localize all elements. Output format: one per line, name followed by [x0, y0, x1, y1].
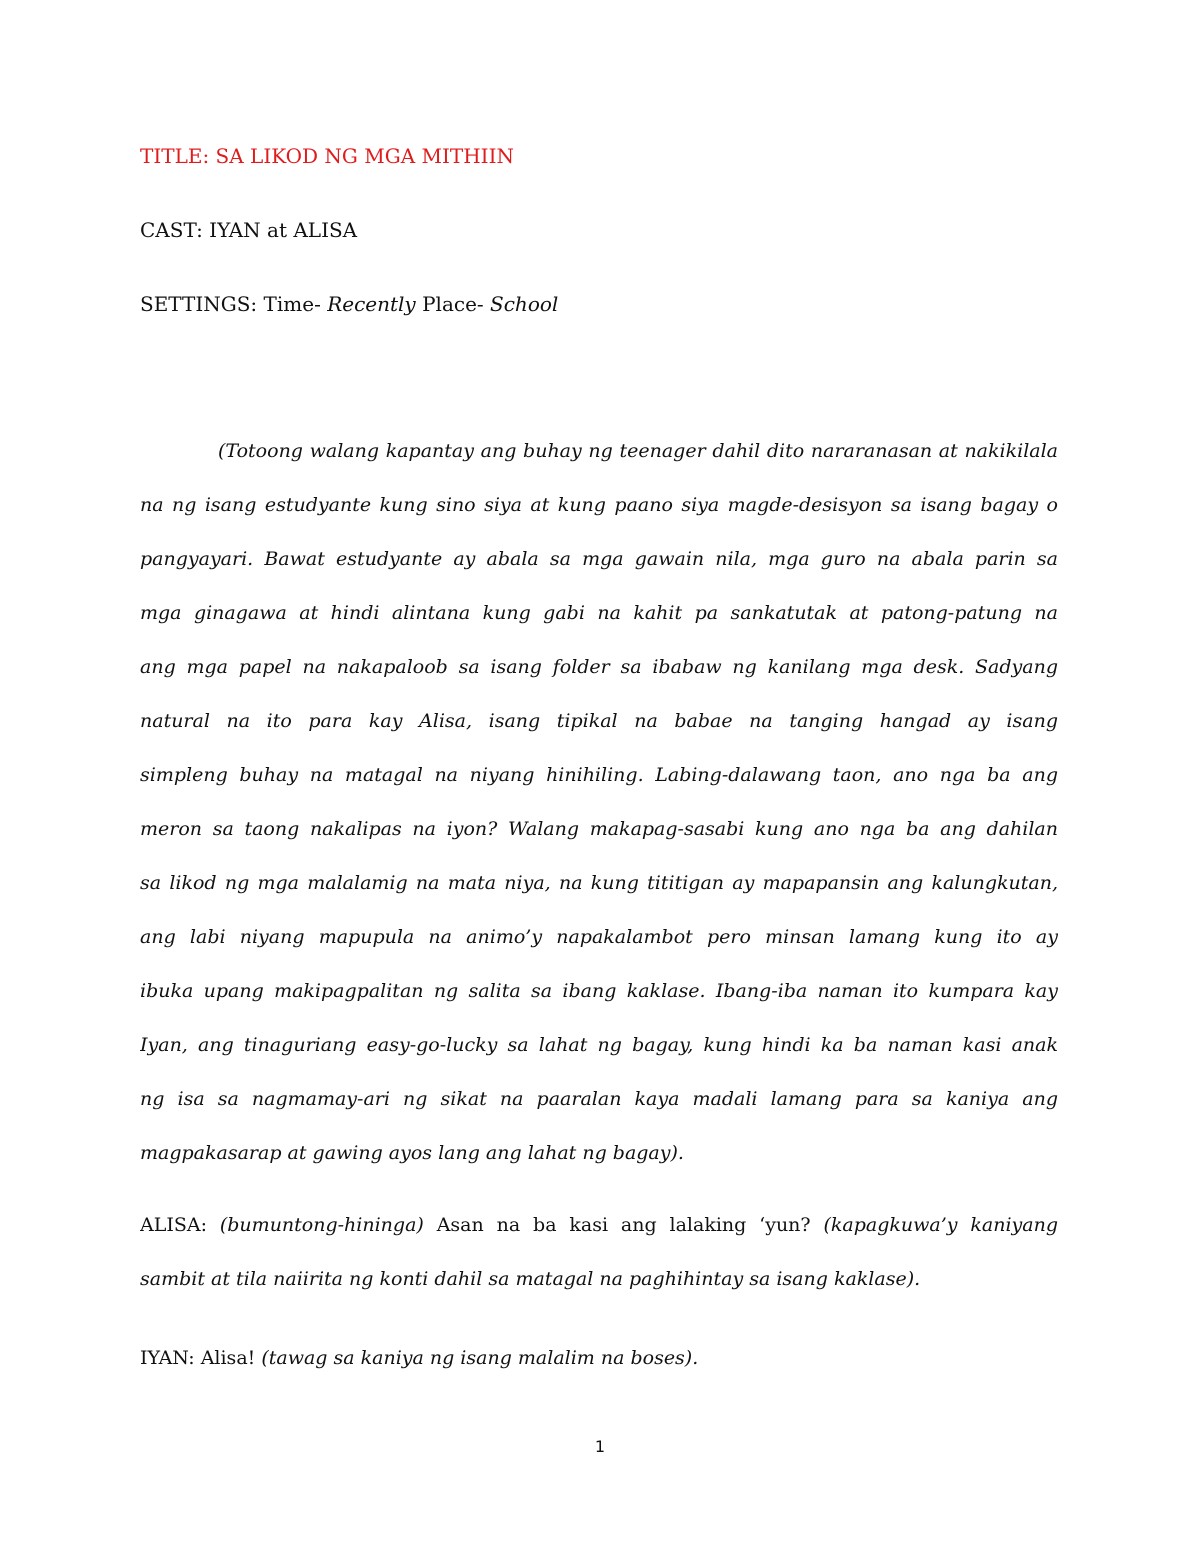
- narration-line: pangyayari. Bawat estudyante ay abala sa mga gawain nila, mga guro na abala parin sa: [140, 548, 1058, 570]
- narration-line: ibuka upang makipagpalitan ng salita sa ibang kaklase. Ibang-iba naman ito kumpara kay: [140, 980, 1058, 1002]
- speaker-alisa: ALISA:: [140, 1214, 220, 1236]
- dialogue-line: [140, 1252, 1058, 1306]
- dialogue-alisa: [140, 1198, 1058, 1306]
- narration-line: magpakasarap at gawing ayos lang ang lahat ng bagay).: [140, 1142, 684, 1164]
- stage-direction: (bumuntong-hininga): [219, 1214, 424, 1236]
- narration-line: ng isa sa nagmamay-ari ng sikat na paaralan kaya madali lamang para sa kaniya ang: [140, 1088, 1058, 1110]
- narration-line: natural na ito para kay Alisa, isang tipikal na babae na tanging hangad ay isang: [140, 710, 1058, 732]
- narration-line: na ng isang estudyante kung sino siya at kung paano siya magde-desisyon sa isang bagay o: [140, 494, 1058, 516]
- narration-line: Iyan, ang tinaguriang easy-go-lucky sa lahat ng bagay, kung hindi ka ba naman kasi anak: [140, 1034, 1058, 1056]
- narration-line: (Totoong walang kapantay ang buhay ng teenager dahil dito nararanasan at nakikilala: [218, 440, 1058, 462]
- speaker-iyan: IYAN:: [140, 1347, 201, 1369]
- narration-line: mga ginagawa at hindi alintana kung gabi na kahit pa sankatutak at patong-patung na: [140, 602, 1058, 624]
- narration-line: sa likod ng mga malalamig na mata niya, na kung tititigan ay mapapansin ang kalungkutan,: [140, 872, 1058, 894]
- narration-paragraph: [140, 424, 1058, 1180]
- settings-line: [140, 292, 558, 316]
- settings-place: School: [490, 292, 559, 316]
- narration-line: simpleng buhay na matagal na niyang hinihiling. Labing-dalawang taon, ano nga ba ang: [140, 764, 1058, 786]
- narration-line: ang labi niyang mapupula na animo’y napakalambot pero minsan lamang kung ito ay: [140, 926, 1058, 948]
- speech-text: Alisa!: [200, 1347, 262, 1369]
- stage-direction: (tawag sa kaniya ng isang malalim na boses).: [261, 1347, 699, 1369]
- narration-line: meron sa taong nakalipas na iyon? Walang makapag-sasabi kung ano nga ba ang dahilan: [140, 818, 1058, 840]
- dialogue-iyan: [140, 1331, 1058, 1385]
- settings-place-label: Place-: [415, 292, 491, 316]
- page-number: 1: [594, 1437, 606, 1456]
- stage-direction: sambit at tila naiirita ng konti dahil sa matagal na paghihintay sa isang kaklase).: [140, 1268, 921, 1290]
- script-title: TITLE: SA LIKOD NG MGA MITHIIN: [140, 144, 514, 168]
- dialogue-line: [140, 1331, 1058, 1385]
- settings-prefix: SETTINGS: Time-: [140, 292, 328, 316]
- narration-line: ang mga papel na nakapaloob sa isang folder sa ibabaw ng kanilang mga desk. Sadyang: [140, 656, 1058, 678]
- speech-text: Asan na ba kasi ang lalaking ‘yun?: [423, 1214, 824, 1236]
- settings-time: Recently: [327, 292, 416, 316]
- cast-line: CAST: IYAN at ALISA: [140, 218, 358, 242]
- stage-direction: (kapagkuwa’y kaniyang: [823, 1214, 1058, 1236]
- dialogue-line: [140, 1198, 1058, 1252]
